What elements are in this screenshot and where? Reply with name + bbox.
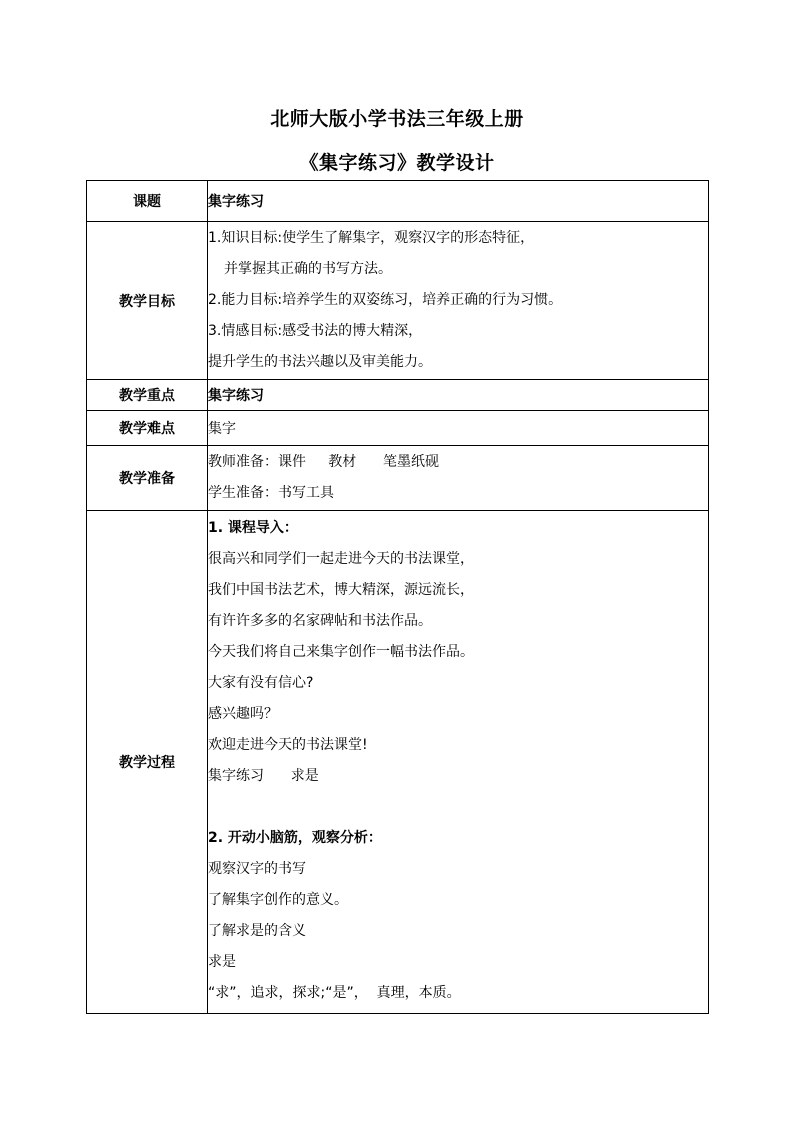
goal-line: 并掌握其正确的书写方法。: [224, 261, 392, 277]
section-title: 2. 开动小脑筋，观察分析：: [208, 830, 382, 846]
process-content: [208, 511, 709, 1014]
goal-line: 3.情感目标:感受书法的博大精深，: [208, 323, 423, 339]
process-line: 今天我们将自己来集字创作一幅书法作品。: [208, 644, 474, 660]
document-title: 北师大版小学书法三年级上册: [270, 108, 524, 130]
process-line: 我们中国书法艺术，博大精深，源远流长，: [208, 582, 474, 598]
process-line: 求是: [208, 954, 236, 970]
row-label-topic: 课题: [87, 181, 208, 222]
process-line: 观察汉字的书写: [208, 861, 306, 877]
difficulty-value: 集字: [208, 411, 709, 446]
goal-line: 2.能力目标:培养学生的双姿练习，培养正确的行为习惯。: [208, 292, 563, 308]
spacer: [208, 792, 708, 823]
student-prep: 学生准备：书写工具: [208, 485, 334, 501]
row-label-process: 教学过程: [87, 511, 208, 1014]
process-line: “求”，追求，探求;“是”， 真理，本质。: [208, 985, 461, 1001]
section-title: 1. 课程导入：: [208, 520, 298, 536]
goal-line: 提升学生的书法兴趣以及审美能力。: [208, 354, 432, 370]
process-line: 很高兴和同学们一起走进今天的书法课堂，: [208, 551, 474, 567]
process-line: 有许许多多的名家碑帖和书法作品。: [208, 613, 432, 629]
process-line: 欢迎走进今天的书法课堂!: [208, 737, 368, 753]
table-row-difficulty: [87, 411, 709, 446]
lesson-plan-table: [86, 180, 709, 1014]
table-row-process: [87, 511, 709, 1014]
process-line: 感兴趣吗？: [208, 706, 278, 722]
key-value: 集字练习: [208, 380, 709, 411]
process-line: 了解集字创作的意义。: [208, 892, 348, 908]
row-label-difficulty: 教学难点: [87, 411, 208, 446]
row-label-prep: 教学准备: [87, 446, 208, 511]
table-row-goals: [87, 222, 709, 380]
table-row-prep: [87, 446, 709, 511]
goals-content: [208, 222, 709, 380]
table-row-topic: [87, 181, 709, 222]
process-line: 集字练习 求是: [208, 768, 319, 784]
goal-line: 1.知识目标:使学生了解集字，观察汉字的形态特征，: [208, 230, 535, 246]
row-label-key: 教学重点: [87, 380, 208, 411]
process-line: 大家有没有信心?: [208, 675, 314, 691]
topic-value: 集字练习: [208, 181, 709, 222]
prep-content: [208, 446, 709, 511]
process-line: 了解求是的含义: [208, 923, 306, 939]
table-row-key: [87, 380, 709, 411]
row-label-goals: 教学目标: [87, 222, 208, 380]
teacher-prep: 教师准备：课件 教材 笔墨纸砚: [208, 454, 439, 470]
document-subtitle: 《集字练习》教学设计: [299, 152, 495, 174]
